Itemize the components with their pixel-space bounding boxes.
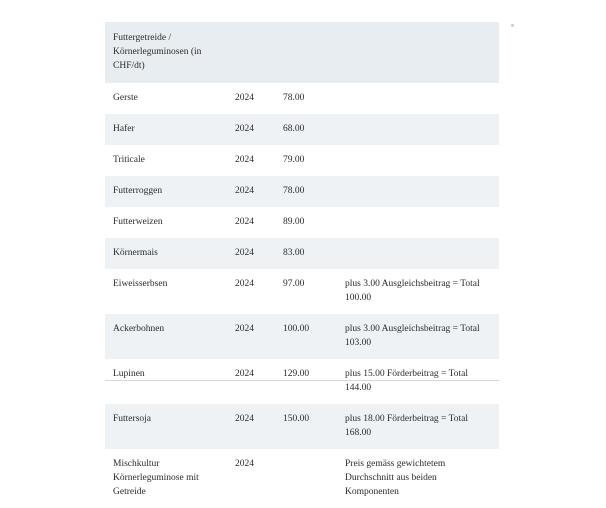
cell-note	[337, 114, 499, 145]
cell-category: Ackerbohnen	[105, 314, 227, 359]
cell-year: 2024	[227, 269, 275, 314]
column-header-year	[227, 22, 275, 83]
price-table-container	[105, 22, 499, 508]
cell-year: 2024	[227, 114, 275, 145]
cell-year: 2024	[227, 314, 275, 359]
column-header-category: Futtergetreide / Körnerleguminosen (in CHF/dt)	[105, 22, 227, 83]
cell-price: 89.00	[275, 207, 337, 238]
cell-note: plus 18.00 Förderbeitrag = Total 168.00	[337, 404, 499, 449]
cell-price: 68.00	[275, 114, 337, 145]
column-header-note	[337, 22, 499, 83]
cell-note	[337, 207, 499, 238]
column-header-price	[275, 22, 337, 83]
cell-category: Futterweizen	[105, 207, 227, 238]
cell-price: 78.00	[275, 83, 337, 114]
cell-note: plus 15.00 Förderbeitrag = Total 144.00	[337, 359, 499, 404]
cell-year: 2024	[227, 404, 275, 449]
cell-year: 2024	[227, 176, 275, 207]
cell-price: 150.00	[275, 404, 337, 449]
cell-category: Eiweisserbsen	[105, 269, 227, 314]
cell-note: plus 3.00 Ausgleichsbeitrag = Total 103.00	[337, 314, 499, 359]
cell-category: Körnermais	[105, 238, 227, 269]
cell-category: Mischkultur Körnerleguminose mit Getreide	[105, 449, 227, 508]
cell-year: 2024	[227, 145, 275, 176]
table-row	[105, 114, 499, 145]
cell-category: Futterroggen	[105, 176, 227, 207]
cell-price: 83.00	[275, 238, 337, 269]
cell-price: 129.00	[275, 359, 337, 404]
stray-mark-icon	[511, 24, 514, 27]
cell-year: 2024	[227, 449, 275, 508]
table-row	[105, 207, 499, 238]
cell-note	[337, 238, 499, 269]
table-row	[105, 314, 499, 359]
cell-category: Triticale	[105, 145, 227, 176]
cell-note	[337, 145, 499, 176]
cell-year: 2024	[227, 207, 275, 238]
table-bottom-divider	[105, 380, 499, 381]
cell-price: 79.00	[275, 145, 337, 176]
cell-price: 100.00	[275, 314, 337, 359]
table-row	[105, 145, 499, 176]
cell-year: 2024	[227, 83, 275, 114]
cell-note: Preis gemäss gewichtetem Durchschnitt aus beiden Komponenten	[337, 449, 499, 508]
cell-price	[275, 449, 337, 508]
cell-note	[337, 176, 499, 207]
cell-year: 2024	[227, 238, 275, 269]
table-row	[105, 238, 499, 269]
cell-note: plus 3.00 Ausgleichsbeitrag = Total 100.00	[337, 269, 499, 314]
cell-year: 2024	[227, 359, 275, 404]
price-table	[105, 22, 499, 508]
cell-category: Futtersoja	[105, 404, 227, 449]
table-row	[105, 176, 499, 207]
table-row	[105, 404, 499, 449]
cell-category: Lupinen	[105, 359, 227, 404]
table-header-row	[105, 22, 499, 83]
table-body	[105, 83, 499, 508]
cell-price: 78.00	[275, 176, 337, 207]
cell-price: 97.00	[275, 269, 337, 314]
cell-category: Gerste	[105, 83, 227, 114]
cell-category: Hafer	[105, 114, 227, 145]
cell-note	[337, 83, 499, 114]
table-row	[105, 269, 499, 314]
table-row	[105, 83, 499, 114]
table-row	[105, 449, 499, 508]
table-row	[105, 359, 499, 404]
